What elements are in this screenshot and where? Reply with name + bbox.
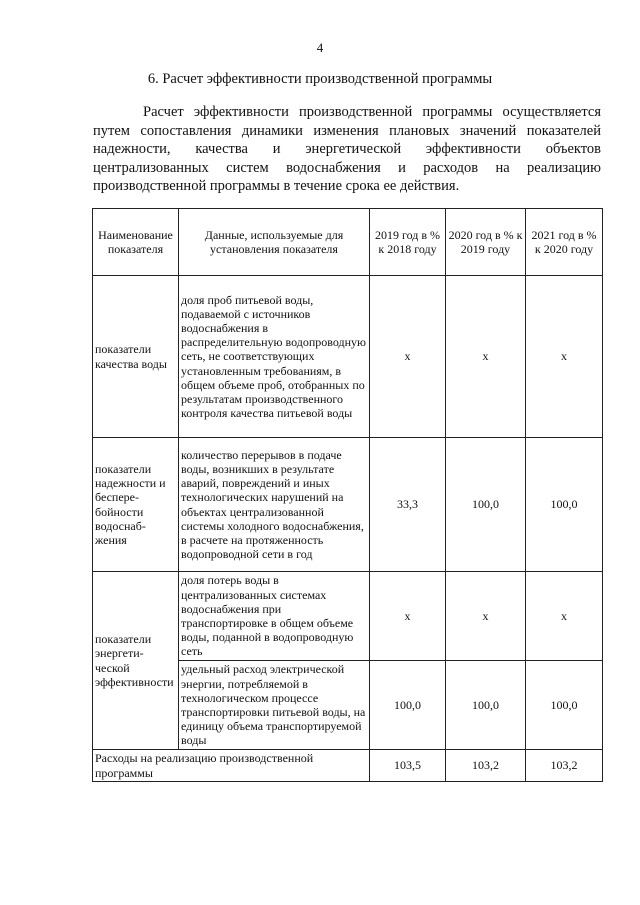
value-2021: 100,0	[526, 438, 603, 572]
description-cell: удельный расход электрической энергии, потребляемой в технологическом процессе транспортировки питьевой воды, на единицу объема транспортируемой воды	[179, 661, 370, 750]
table-row	[93, 276, 603, 438]
value-2021: 100,0	[526, 661, 603, 750]
intro-paragraph-text: Расчет эффективности производственной программы осуществляется путем сопоставления динамики изменения плановых значений показателей надежности, качества и энергетической эффективности объектов централизованных систем водоснабжения и расходов на реализацию производственной программы в течение срока ее действия.	[93, 104, 601, 194]
header-2020: 2020 год в % к 2019 году	[446, 209, 526, 276]
description-cell: количество перерывов в подаче воды, возникших в результате аварий, повреждений и иных технологических нарушений на объектах централизованной системы холодного водоснабжения, в расчете на протяженность водопроводной сети в год	[179, 438, 370, 572]
value-2021: х	[526, 276, 603, 438]
page-number: 4	[316, 40, 324, 55]
value-2019: х	[370, 572, 446, 661]
value-2020: х	[446, 276, 526, 438]
value-2020: 100,0	[446, 661, 526, 750]
indicator-cell: показатели надежности и беспере-бойности водоснаб-жения	[93, 438, 179, 572]
expenses-row	[93, 750, 603, 782]
value-2021: х	[526, 572, 603, 661]
header-2019: 2019 год в % к 2018 году	[370, 209, 446, 276]
value-2021: 103,2	[526, 750, 603, 782]
value-2019: 100,0	[370, 661, 446, 750]
description-cell: доля проб питьевой воды, подаваемой с источников водоснабжения в распределительную водопроводную сеть, не соответствующих установленным требованиям, в общем объеме проб, отобранных по результатам производственного контроля качества питьевой воды	[179, 276, 370, 438]
value-2020: х	[446, 572, 526, 661]
table-header-row	[93, 209, 603, 276]
indicator-cell: показатели энергети-ческой эффективности	[93, 572, 179, 750]
header-2021: 2021 год в % к 2020 году	[526, 209, 603, 276]
value-2019: 33,3	[370, 438, 446, 572]
description-cell: доля потерь воды в централизованных системах водоснабжения при транспортировке в общем объеме воды, поданной в водопроводную сеть	[179, 572, 370, 661]
header-indicator-name: Наименование показателя	[93, 209, 179, 276]
intro-paragraph	[93, 103, 601, 196]
section-heading: 6. Расчет эффективности производственной программы	[147, 71, 493, 87]
table-row	[93, 572, 603, 661]
table-row	[93, 438, 603, 572]
efficiency-table	[92, 208, 603, 782]
value-2019: х	[370, 276, 446, 438]
indicator-cell: показатели качества воды	[93, 276, 179, 438]
expenses-label: Расходы на реализацию производственной программы	[93, 750, 370, 782]
header-data-used: Данные, используемые для установления показателя	[179, 209, 370, 276]
value-2020: 103,2	[446, 750, 526, 782]
value-2020: 100,0	[446, 438, 526, 572]
value-2019: 103,5	[370, 750, 446, 782]
